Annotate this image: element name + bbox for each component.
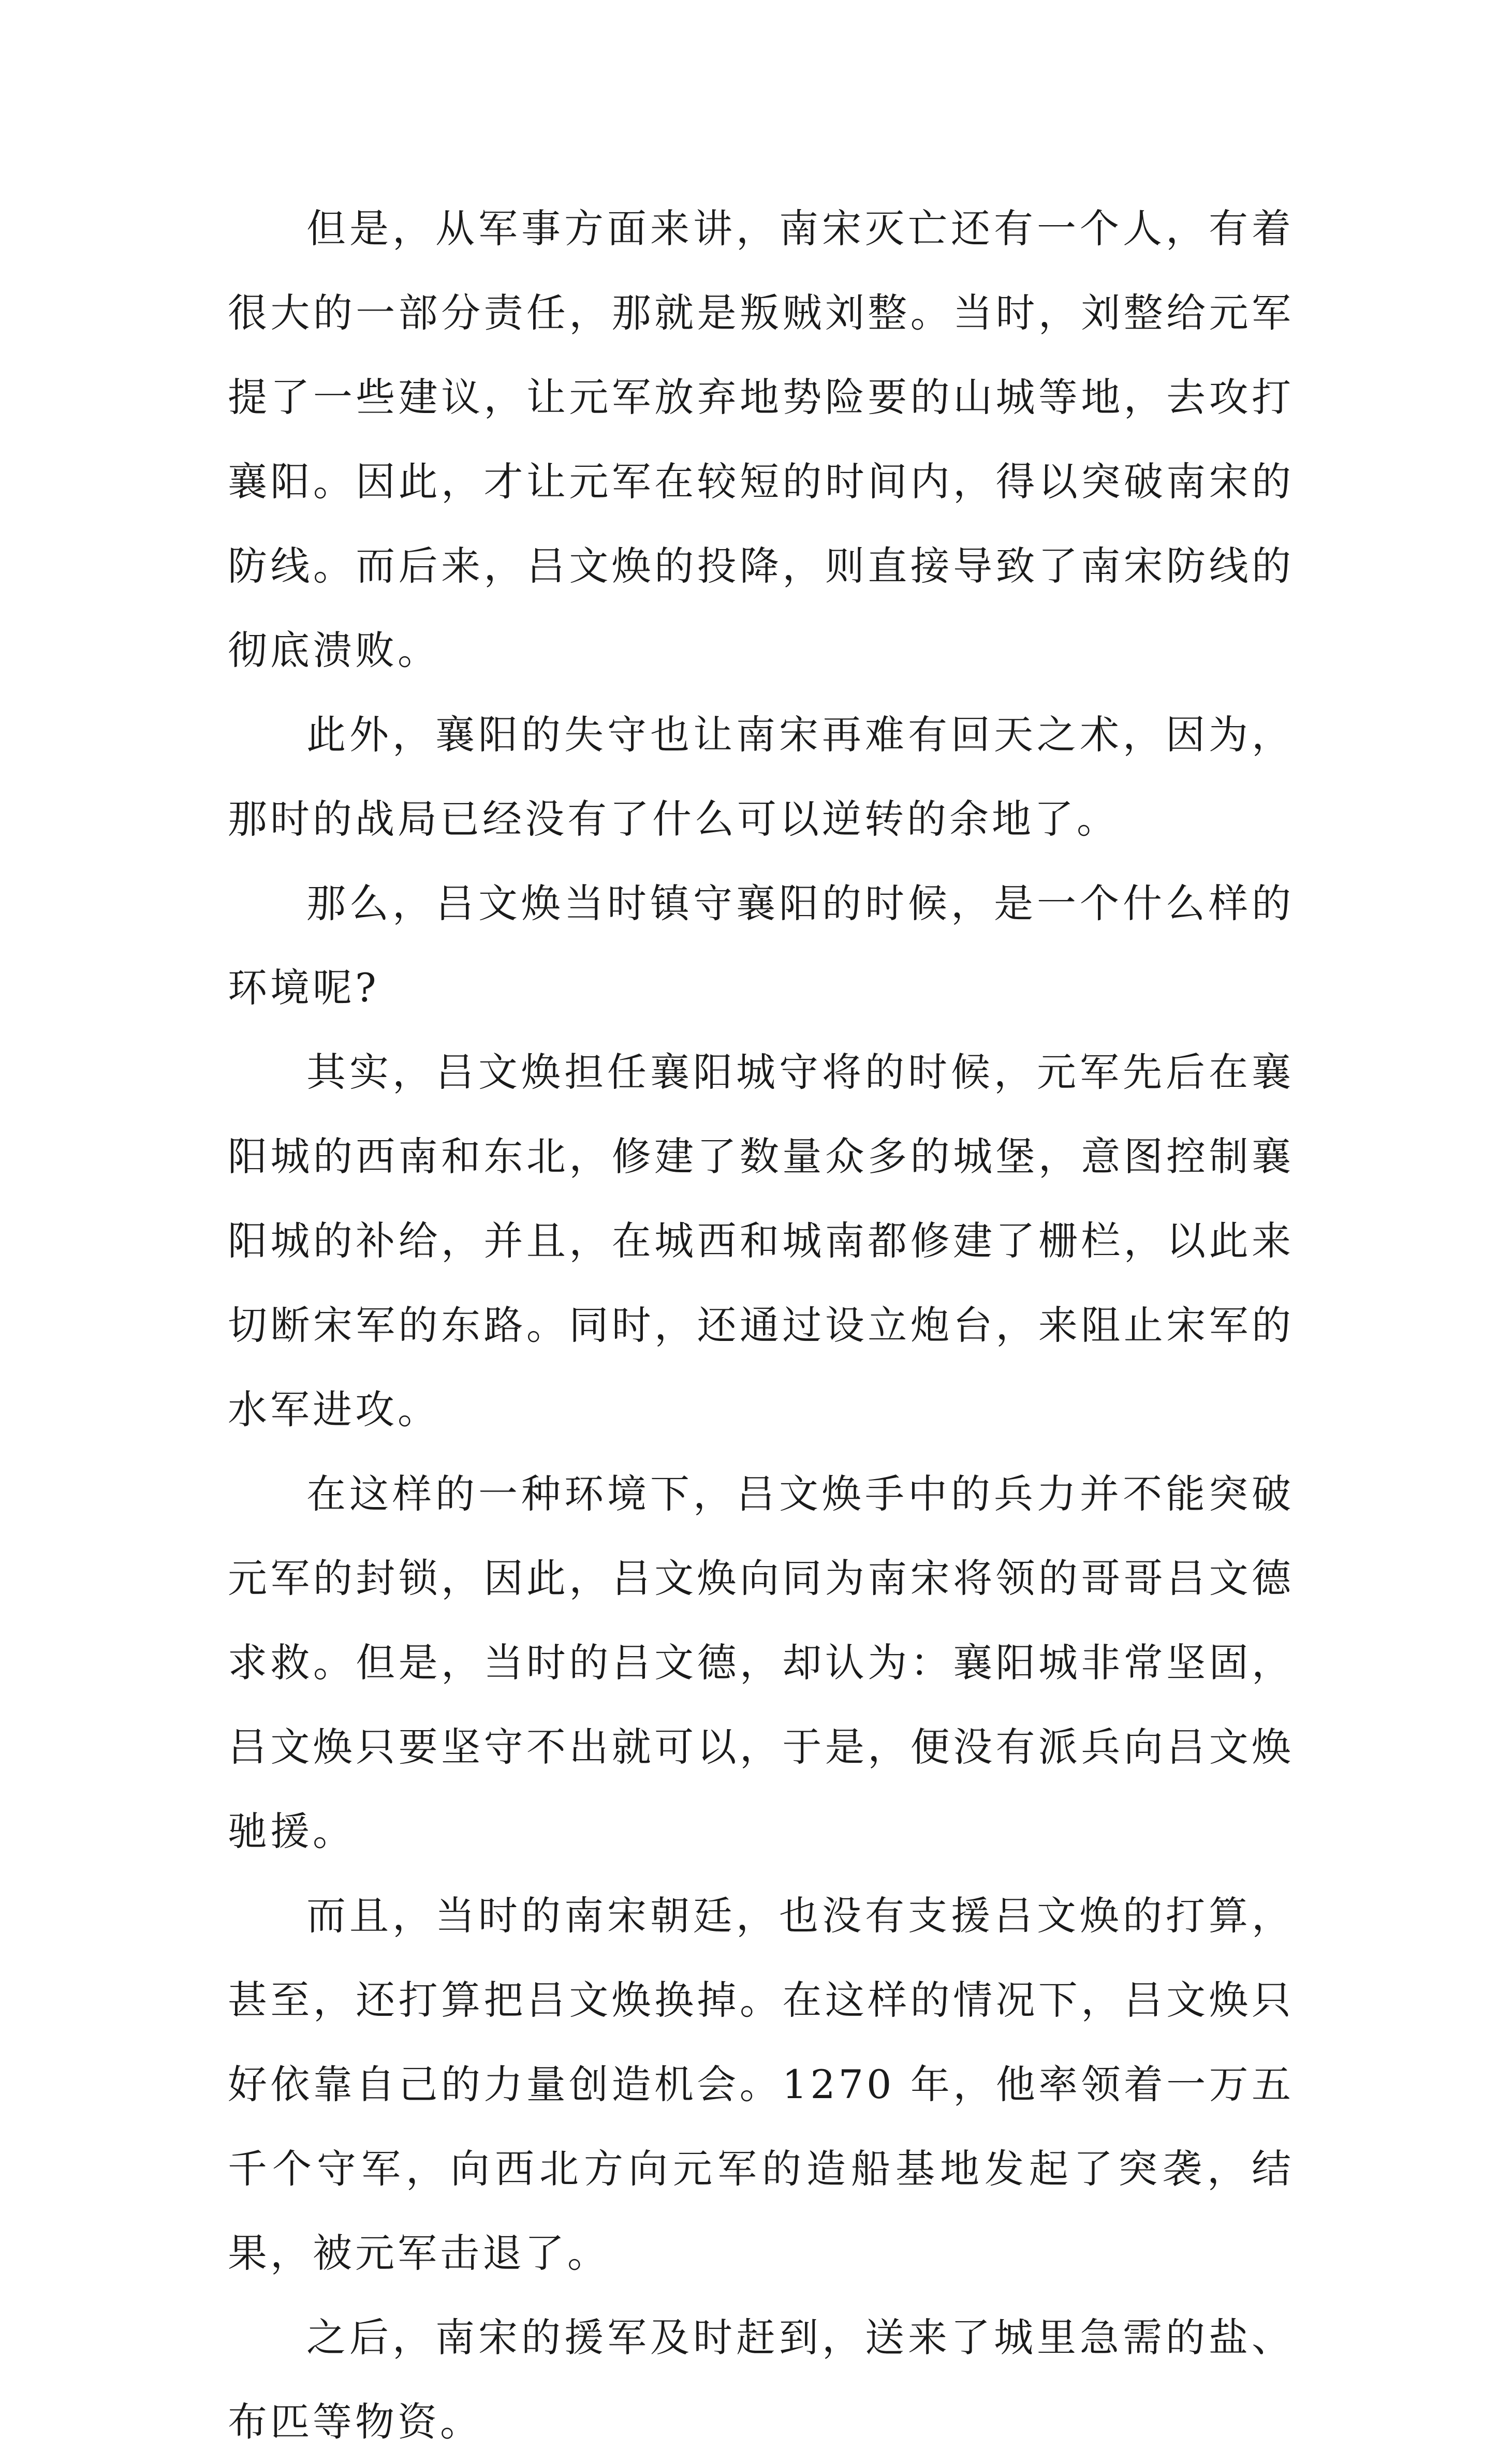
document-body xyxy=(228,186,1294,2464)
paragraph: 而且，当时的南宋朝廷，也没有支援吕文焕的打算，甚至，还打算把吕文焕换掉。在这样的情况下，吕文焕只好依靠自己的力量创造机会。1270 年，他率领着一万五千个守军，向西北方向元军的造船基地发起了突袭，结果，被元军击退了。 xyxy=(228,1893,1294,2276)
paragraph: 那么，吕文焕当时镇守襄阳的时候，是一个什么样的环境呢? xyxy=(228,880,1294,1011)
paragraph: 之后，南宋的援军及时赶到，送来了城里急需的盐、布匹等物资。 xyxy=(228,2314,1294,2445)
paragraph: 在这样的一种环境下，吕文焕手中的兵力并不能突破元军的封锁，因此，吕文焕向同为南宋将领的哥哥吕文德求救。但是，当时的吕文德，却认为：襄阳城非常坚固，吕文焕只要坚守不出就可以，于是，便没有派兵向吕文焕驰援。 xyxy=(228,1471,1294,1854)
paragraph: 其实，吕文焕担任襄阳城守将的时候，元军先后在襄阳城的西南和东北，修建了数量众多的城堡，意图控制襄阳城的补给，并且，在城西和城南都修建了栅栏，以此来切断宋军的东路。同时，还通过设立炮台，来阻止宋军的水军进攻。 xyxy=(228,1049,1294,1433)
paragraph: 此外，襄阳的失守也让南宋再难有回天之术，因为，那时的战局已经没有了什么可以逆转的余地了。 xyxy=(228,712,1294,842)
paragraph: 但是，从军事方面来讲，南宋灭亡还有一个人，有着很大的一部分责任，那就是叛贼刘整。当时，刘整给元军提了一些建议，让元军放弃地势险要的山城等地，去攻打襄阳。因此，才让元军在较短的时间内，得以突破南宋的防线。而后来，吕文焕的投降，则直接导致了南宋防线的彻底溃败。 xyxy=(228,205,1294,673)
